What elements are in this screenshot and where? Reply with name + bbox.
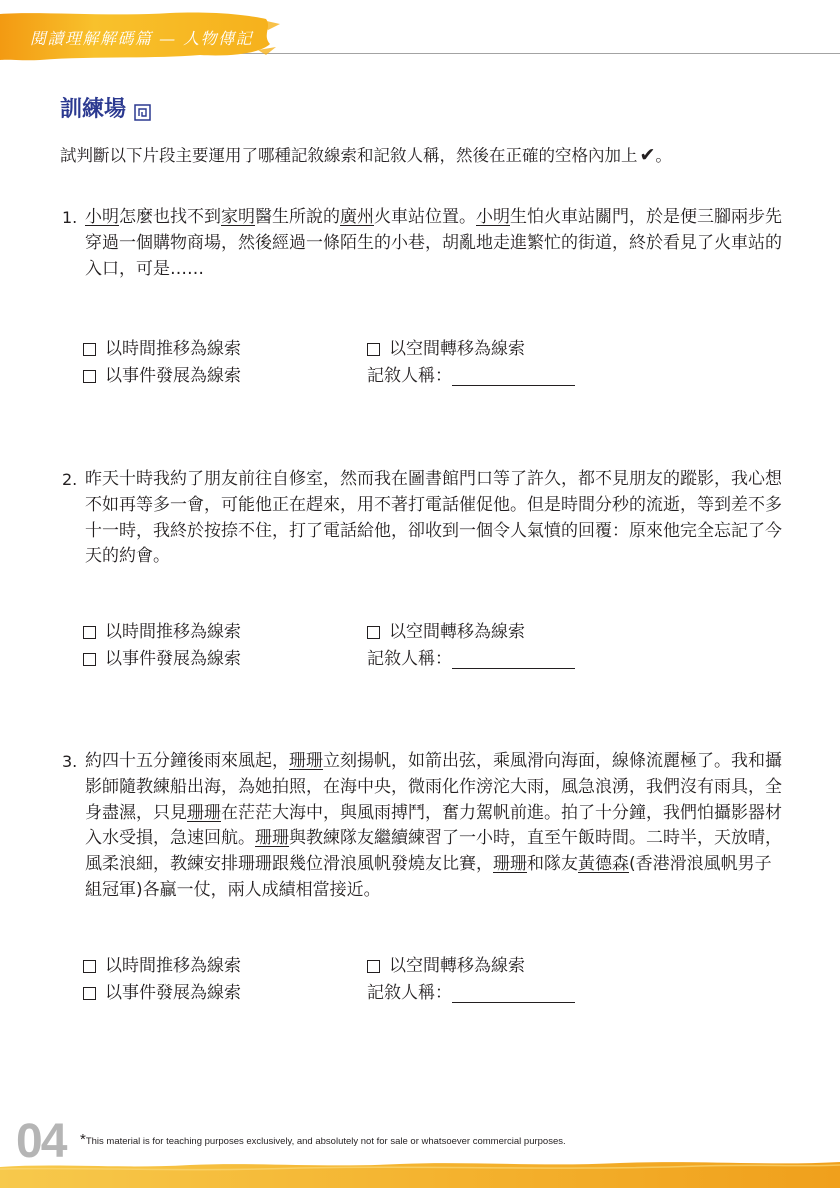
passage-line [85, 852, 782, 878]
footer-asterisk: * [80, 1131, 86, 1148]
passage-text: 昨天十時我約了朋友前往自修室，然而我在圖書館門口等了許久，都不見朋友的蹤影，我心想 [85, 469, 782, 489]
underlined-proper-noun: 珊珊 [493, 854, 527, 875]
passage-text: 約四十五分鐘後雨來風起， [85, 751, 289, 771]
passage-text: 身盡濕，只見 [85, 802, 187, 823]
passage-line [85, 519, 782, 545]
question-3-answers [83, 953, 603, 1007]
passage-text: 天的約會。 [85, 546, 170, 567]
underlined-proper-noun: 黃德森 [578, 854, 629, 875]
passage-text: 醫生所說的 [255, 207, 340, 227]
checkbox-time[interactable] [83, 626, 96, 639]
passage-line [85, 493, 782, 519]
checkbox-time[interactable] [83, 960, 96, 973]
passage-text: 怎麼也找不到 [119, 207, 221, 227]
passage-line [85, 257, 782, 283]
checkbox-event[interactable] [83, 370, 96, 383]
option-time[interactable] [83, 953, 241, 980]
option-event-label: 以事件發展為線索 [105, 649, 241, 669]
passage-line [85, 801, 782, 827]
option-event-label: 以事件發展為線索 [105, 366, 241, 386]
section-title: 訓練場 [60, 97, 127, 122]
option-space-label: 以空間轉移為線索 [389, 339, 525, 359]
option-space[interactable] [367, 336, 525, 363]
narrative-person-field [367, 646, 575, 673]
option-event[interactable] [83, 980, 241, 1007]
passage-text: 不如再等多一會，可能他正在趕來，用不著打電話催促他。但是時間分秒的流逝，等到差不多 [85, 494, 782, 515]
footer-banner [0, 1155, 840, 1188]
option-time-label: 以時間推移為線索 [105, 622, 241, 642]
passage-text: 生怕火車站關門，於是便三腳兩步先 [510, 207, 782, 227]
underlined-proper-noun: 家明 [221, 207, 255, 227]
option-time[interactable] [83, 336, 241, 363]
passage-text: 立刻揚帆，如箭出弦，乘風滑向海面，線條流麗極了。我和攝 [323, 751, 782, 771]
passage-line [85, 826, 782, 852]
check-icon: ✔ [639, 144, 656, 166]
passage-text: 組冠軍)各贏一仗，兩人成績相當接近。 [85, 879, 381, 900]
checkbox-event[interactable] [83, 987, 96, 1000]
passage-lines [85, 749, 782, 904]
checkbox-event[interactable] [83, 653, 96, 666]
page-number: 04 [16, 1115, 66, 1168]
question-2-answers [83, 619, 603, 673]
option-time[interactable] [83, 619, 241, 646]
underlined-proper-noun: 小明 [85, 207, 119, 227]
passage-lines [85, 467, 782, 570]
passage-text: 影師隨教練船出海，為她拍照，在海中央，微雨化作滂沱大雨，風急浪湧，我們沒有雨具，全 [85, 776, 782, 797]
underlined-proper-noun: 珊珊 [187, 802, 221, 823]
option-space-label: 以空間轉移為線索 [389, 956, 525, 976]
passage-line [85, 878, 782, 904]
question-number: 1. [62, 208, 78, 227]
checkbox-space[interactable] [367, 343, 380, 356]
option-time-label: 以時間推移為線索 [105, 956, 241, 976]
passage-line [85, 544, 782, 570]
passage-text: 十一時，我終於按捺不住，打了電話給他，卻收到一個令人氣憤的回覆：原來他完全忘記了今 [85, 520, 782, 541]
option-event[interactable] [83, 363, 241, 390]
option-space-label: 以空間轉移為線索 [389, 622, 525, 642]
option-event[interactable] [83, 646, 241, 673]
underlined-proper-noun: 廣州 [340, 207, 374, 227]
passage-line [85, 231, 782, 257]
instruction [60, 143, 672, 168]
passage-text: 火車站位置。 [374, 207, 476, 227]
option-event-label: 以事件發展為線索 [105, 983, 241, 1003]
passage-line [85, 467, 782, 493]
footer-note-text: This material is for teaching purposes exclusively, and absolutely not for sale or whatsoever commercial purposes. [85, 1136, 566, 1147]
square-spiral-icon [134, 104, 151, 121]
question-number: 3. [62, 752, 78, 771]
passage-line [85, 205, 782, 231]
narrative-person-field [367, 980, 575, 1007]
header-banner-text: 閱讀理解解碼篇 — 人物傳記 [30, 29, 254, 48]
option-space[interactable] [367, 619, 525, 646]
passage-text: (香港滑浪風帆男子 [629, 854, 772, 875]
passage-text: 和隊友 [527, 854, 578, 875]
narrative-person-blank[interactable] [452, 651, 575, 669]
passage-text: 穿過一個購物商場，然後經過一條陌生的小巷，胡亂地走進繁忙的街道，終於看見了火車站的 [85, 232, 782, 253]
narrative-person-blank[interactable] [452, 368, 575, 386]
passage-text: 在茫茫大海中，與風雨搏鬥，奮力駕帆前進。拍了十分鐘，我們怕攝影器材 [221, 802, 782, 823]
instruction-end: 。 [655, 146, 672, 165]
narrative-person-label: 記敘人稱： [367, 366, 452, 386]
question-number: 2. [62, 470, 78, 489]
checkbox-space[interactable] [367, 626, 380, 639]
passage-text: 與教練隊友繼續練習了一小時，直至午飯時間。二時半，天放晴， [289, 828, 782, 849]
footer-disclaimer [80, 1131, 566, 1149]
underlined-proper-noun: 珊珊 [255, 828, 289, 849]
option-time-label: 以時間推移為線索 [105, 339, 241, 359]
checkbox-space[interactable] [367, 960, 380, 973]
passage-text: 入水受損，急速回航。 [85, 828, 255, 849]
passage-line [85, 775, 782, 801]
narrative-person-field [367, 363, 575, 390]
narrative-person-blank[interactable] [452, 985, 575, 1003]
instruction-text: 試判斷以下片段主要運用了哪種記敘線索和記敘人稱，然後在正確的空格內加上 [60, 146, 638, 165]
underlined-proper-noun: 小明 [476, 207, 510, 227]
underlined-proper-noun: 珊珊 [289, 751, 323, 771]
question-1-answers [83, 336, 603, 390]
narrative-person-label: 記敘人稱： [367, 983, 452, 1003]
narrative-person-label: 記敘人稱： [367, 649, 452, 669]
passage-text: 風柔浪細，教練安排珊珊跟幾位滑浪風帆發燒友比賽， [85, 854, 493, 875]
passage-lines [85, 205, 782, 282]
checkbox-time[interactable] [83, 343, 96, 356]
passage-text: 入口，可是…… [85, 258, 204, 279]
option-space[interactable] [367, 953, 525, 980]
passage-line [85, 749, 782, 775]
